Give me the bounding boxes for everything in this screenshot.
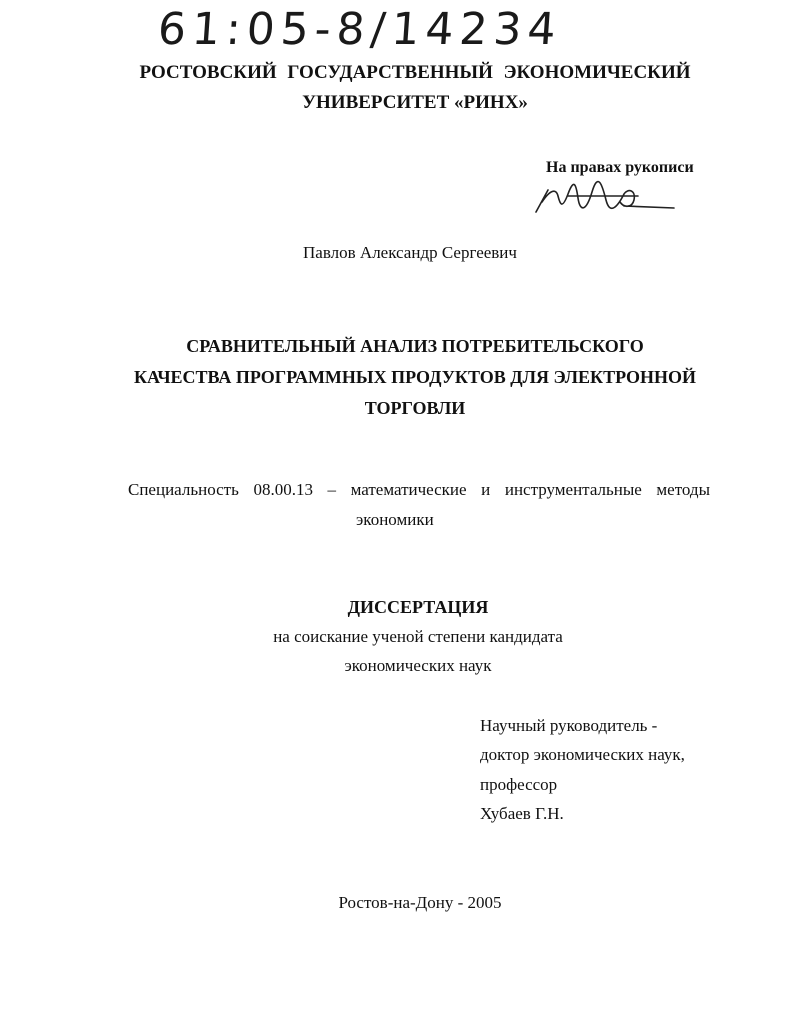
specialty-line2: экономики	[356, 510, 434, 529]
city-year: Ростов-на-Дону - 2005	[338, 893, 502, 912]
university-name-line1: РОСТОВСКИЙ ГОСУДАРСТВЕННЫЙ ЭКОНОМИЧЕСКИЙ	[139, 62, 691, 83]
dissertation-degree-line2: экономических наук	[344, 656, 492, 675]
handwritten-catalog-number: 61:05-8/14234	[156, 4, 564, 55]
author-name: Павлов Александр Сергеевич	[303, 243, 517, 262]
advisor-role: Научный руководитель -	[480, 716, 658, 735]
title-line1: СРАВНИТЕЛЬНЫЙ АНАЛИЗ ПОТРЕБИТЕЛЬСКОГО	[186, 336, 644, 356]
advisor-degree: доктор экономических наук,	[480, 745, 685, 764]
dissertation-heading: ДИССЕРТАЦИЯ	[347, 597, 489, 617]
specialty-line1: Специальность 08.00.13 – математические и инструментальные методы	[128, 480, 710, 499]
advisor-name: Хубаев Г.Н.	[480, 804, 564, 823]
advisor-title: профессор	[480, 775, 558, 794]
signature-icon	[528, 172, 678, 222]
title-line2: КАЧЕСТВА ПРОГРАММНЫХ ПРОДУКТОВ ДЛЯ ЭЛЕКТРОННОЙ	[134, 367, 696, 387]
title-line3: ТОРГОВЛИ	[364, 398, 466, 418]
dissertation-title	[120, 331, 710, 424]
university-name-line2: УНИВЕРСИТЕТ «РИНХ»	[302, 92, 528, 113]
dissertation-degree-line1: на соискание ученой степени кандидата	[273, 627, 563, 646]
rights-notice: На правах рукописи	[546, 159, 694, 176]
